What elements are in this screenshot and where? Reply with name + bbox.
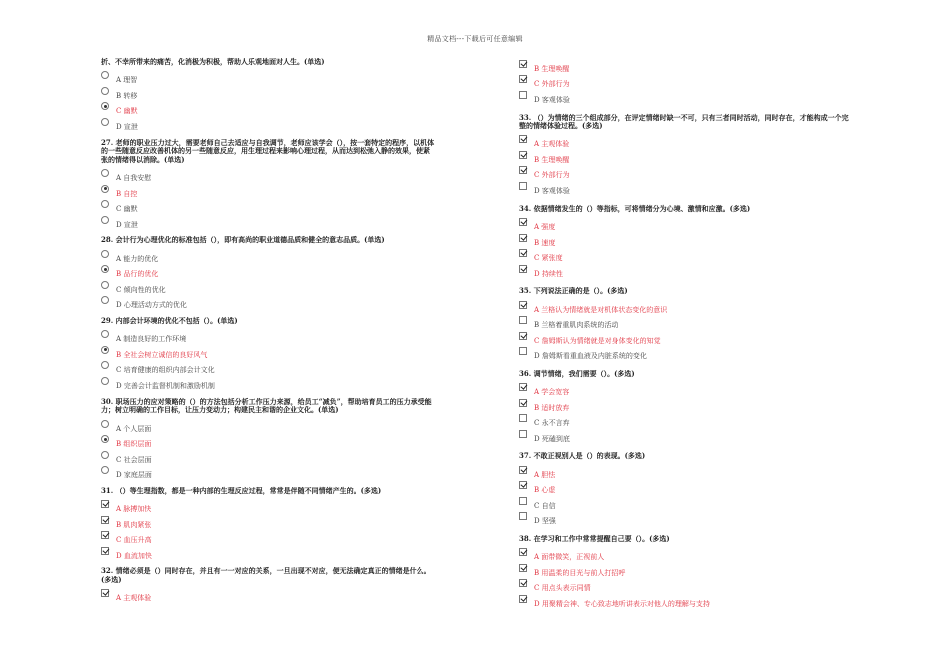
option-label: C 外部行为	[534, 171, 570, 180]
answer-option[interactable]	[101, 514, 436, 530]
question-block	[519, 114, 854, 196]
answer-option[interactable]	[519, 412, 854, 428]
checkbox[interactable]	[519, 414, 527, 422]
radio-button[interactable]	[101, 377, 109, 385]
answer-option[interactable]	[519, 165, 854, 181]
checkbox[interactable]	[519, 218, 527, 226]
option-label: B 肌肉紧张	[116, 520, 152, 529]
option-label: B 生理唤醒	[534, 155, 570, 164]
answer-option[interactable]	[519, 480, 854, 496]
answer-option[interactable]	[519, 58, 854, 74]
option-label: C 自信	[534, 501, 556, 510]
option-label: A 自我安慰	[116, 174, 152, 183]
option-label: D 完善会计监督机制和激励机制	[116, 381, 215, 390]
question-block	[101, 139, 436, 230]
answer-option[interactable]	[519, 314, 854, 330]
option-label: B 兰格着重肌肉系统的活动	[534, 321, 619, 330]
question-text: 38. 在学习和工作中常常提醒自己要（）。(多选)	[519, 534, 670, 544]
checkbox[interactable]	[519, 497, 527, 505]
option-label: A 强度	[534, 223, 556, 232]
left-column	[101, 58, 436, 603]
answer-option[interactable]	[519, 216, 854, 232]
right-column	[519, 58, 854, 609]
answer-option[interactable]	[519, 263, 854, 279]
answer-option[interactable]	[101, 279, 436, 295]
radio-button[interactable]	[101, 451, 109, 459]
answer-option[interactable]	[519, 562, 854, 578]
option-label: A 个人层面	[116, 424, 152, 433]
option-label: B 心虚	[534, 486, 556, 495]
option-label: D 用聚精会神、专心致志地听讲表示对他人的理解与支持	[534, 599, 710, 608]
checkbox[interactable]	[519, 60, 527, 68]
checkbox[interactable]	[519, 166, 527, 174]
answer-option[interactable]	[101, 433, 436, 449]
question-block	[519, 535, 854, 609]
option-label: B 生理唤醒	[534, 64, 570, 73]
checkbox[interactable]	[519, 579, 527, 587]
option-label: C 倾向性的优化	[116, 285, 166, 294]
answer-option[interactable]	[101, 449, 436, 465]
checkbox[interactable]	[101, 516, 109, 524]
question-block	[101, 317, 436, 391]
checkbox[interactable]	[519, 399, 527, 407]
answer-option[interactable]	[101, 214, 436, 230]
checkbox[interactable]	[101, 547, 109, 555]
option-label: A 制造良好的工作环境	[116, 335, 187, 344]
radio-button[interactable]	[101, 185, 109, 193]
option-label: C 幽默	[116, 205, 138, 214]
option-label: D 持续性	[534, 269, 563, 278]
answer-option[interactable]	[101, 294, 436, 310]
radio-button[interactable]	[101, 466, 109, 474]
radio-button[interactable]	[101, 87, 109, 95]
option-label: B 速度	[534, 238, 556, 247]
question-block	[101, 567, 436, 603]
option-label: B 组织层面	[116, 440, 152, 448]
option-label: D 宣泄	[116, 122, 138, 131]
checkbox[interactable]	[519, 182, 527, 190]
checkbox[interactable]	[101, 500, 109, 508]
option-label: C 血压升高	[116, 536, 152, 545]
radio-button[interactable]	[101, 361, 109, 369]
question-text: 28. 会计行为心理优化的标准包括（），即有高尚的职业道德品质和健全的意志品质。(单选)	[101, 235, 385, 245]
answer-option[interactable]	[519, 381, 854, 397]
question-text: 32. 情绪必须是（）同时存在，并且有一一对应的关系，一旦出现不对应，便无法确定真正的情绪是什么。(多选)	[101, 566, 431, 584]
answer-option[interactable]	[519, 464, 854, 480]
option-label: B 用温柔的目光与前人打招呼	[534, 568, 626, 577]
checkbox[interactable]	[519, 301, 527, 309]
radio-button[interactable]	[101, 169, 109, 177]
option-label: C 紧张度	[534, 254, 563, 263]
question-block	[101, 58, 436, 132]
checkbox[interactable]	[519, 512, 527, 520]
question-text: 34. 依据情绪发生的（）等指标，可将情绪分为心境、激情和应激。(多选)	[519, 203, 751, 213]
question-block	[101, 398, 436, 480]
checkbox[interactable]	[519, 234, 527, 242]
radio-button[interactable]	[101, 250, 109, 258]
question-block	[519, 287, 854, 361]
answer-option[interactable]	[101, 116, 436, 132]
answer-option[interactable]	[519, 299, 854, 315]
option-label: D 客观体验	[534, 95, 570, 104]
answer-option[interactable]	[519, 345, 854, 361]
answer-option[interactable]	[101, 167, 436, 183]
answer-option[interactable]	[519, 149, 854, 165]
answer-option[interactable]	[101, 248, 436, 264]
answer-option[interactable]	[101, 464, 436, 480]
question-text: 37. 不敢正视别人是（）的表现。(多选)	[519, 451, 646, 461]
option-label: B 品行的优化	[116, 270, 159, 279]
checkbox[interactable]	[519, 135, 527, 143]
checkbox[interactable]	[519, 383, 527, 391]
radio-button[interactable]	[101, 265, 109, 273]
checkbox[interactable]	[519, 75, 527, 83]
answer-option[interactable]	[101, 375, 436, 391]
answer-option[interactable]	[519, 495, 854, 511]
answer-option[interactable]	[101, 198, 436, 214]
option-label: A 兰格认为情绪就是对机体状态变化的意识	[534, 305, 668, 314]
question-text: 33. （）为情绪的三个组成部分，在评定情绪时缺一不可，只有三者同时活动，同时存在，才能构成一个完整的情绪体验过程。(多选)	[519, 112, 849, 131]
answer-option[interactable]	[101, 498, 436, 514]
option-label: C 外部行为	[534, 80, 570, 89]
checkbox[interactable]	[519, 595, 527, 603]
radio-button[interactable]	[101, 71, 109, 79]
option-label: C 幽默	[116, 107, 138, 116]
option-label: D 宣泄	[116, 220, 138, 229]
answer-option[interactable]	[519, 511, 854, 527]
question-text: 30. 职场压力的应对策略的（）的方法包括分析工作压力来源，给员工“减负”，帮助培育员工的压力承受能力；树立明确的工作目标，让压力变动力；构建民主和谐的企业文化。(单选)	[101, 396, 432, 415]
option-label: A 脉搏加快	[116, 505, 152, 514]
answer-option[interactable]	[101, 418, 436, 434]
option-label: A 主观体验	[534, 140, 570, 149]
option-label: D 坚强	[534, 517, 556, 526]
option-label: B 自控	[116, 189, 138, 198]
question-block	[519, 452, 854, 526]
radio-button[interactable]	[101, 118, 109, 126]
answer-option[interactable]	[101, 101, 436, 117]
answer-option[interactable]	[519, 180, 854, 196]
answer-option[interactable]	[519, 593, 854, 609]
option-label: D 心理活动方式的优化	[116, 301, 187, 310]
radio-button[interactable]	[101, 330, 109, 338]
answer-option[interactable]	[101, 329, 436, 345]
radio-button[interactable]	[101, 102, 109, 110]
answer-option[interactable]	[101, 545, 436, 561]
radio-button[interactable]	[101, 435, 109, 443]
answer-option[interactable]	[101, 360, 436, 376]
option-label: A 面带微笑，正视前人	[534, 553, 605, 562]
option-label: C 詹姆斯认为情绪就是对身体变化的知觉	[534, 336, 661, 345]
answer-option[interactable]	[101, 588, 436, 604]
option-label: A 理智	[116, 76, 138, 85]
answer-option[interactable]	[519, 397, 854, 413]
option-label: C 用点头表示同情	[534, 584, 591, 593]
question-block	[519, 58, 854, 105]
option-label: C 培育健康的组织内部会计文化	[116, 366, 215, 375]
option-label: A 能力的优化	[116, 254, 159, 263]
answer-option[interactable]	[519, 547, 854, 563]
option-label: D 詹姆斯看重血液及内脏系统的变化	[534, 352, 647, 361]
question-text: 折、不幸所带来的痛苦，化消极为积极，帮助人乐观地面对人生。(单选)	[101, 57, 325, 66]
answer-option[interactable]	[519, 74, 854, 90]
checkbox[interactable]	[519, 430, 527, 438]
answer-option[interactable]	[101, 183, 436, 199]
radio-button[interactable]	[101, 281, 109, 289]
option-label: B 适时放弃	[534, 403, 570, 412]
answer-option[interactable]	[101, 529, 436, 545]
radio-button[interactable]	[101, 216, 109, 224]
answer-option[interactable]	[519, 247, 854, 263]
checkbox[interactable]	[101, 531, 109, 539]
radio-button[interactable]	[101, 346, 109, 354]
checkbox[interactable]	[519, 548, 527, 556]
answer-option[interactable]	[519, 232, 854, 248]
option-label: D 死磕到底	[534, 434, 570, 443]
checkbox[interactable]	[519, 91, 527, 99]
option-label: A 胆怯	[534, 470, 556, 479]
answer-option[interactable]	[519, 330, 854, 346]
checkbox[interactable]	[519, 466, 527, 474]
radio-button[interactable]	[101, 420, 109, 428]
answer-option[interactable]	[101, 85, 436, 101]
option-label: B 全社会树立诚信的良好风气	[116, 350, 208, 359]
checkbox[interactable]	[519, 564, 527, 572]
question-text: 29. 内部会计环境的优化不包括（）。(单选)	[101, 315, 238, 325]
checkbox[interactable]	[519, 481, 527, 489]
answer-option[interactable]	[519, 578, 854, 594]
option-label: D 客观体验	[534, 186, 570, 195]
option-label: D 血流加快	[116, 551, 152, 560]
answer-option[interactable]	[101, 70, 436, 86]
option-label: A 主观体验	[116, 594, 152, 603]
checkbox[interactable]	[519, 332, 527, 340]
option-label: C 社会层面	[116, 455, 152, 464]
option-label: C 永不言弃	[534, 419, 570, 428]
checkbox[interactable]	[519, 265, 527, 273]
checkbox[interactable]	[101, 589, 109, 597]
option-label: A 学会宽容	[534, 388, 570, 397]
question-text: 31. （）等生理指数，都是一种内部的生理反应过程，常常是伴随不同情绪产生的。(多选)	[101, 485, 382, 495]
question-block	[101, 487, 436, 561]
checkbox[interactable]	[519, 151, 527, 159]
checkbox[interactable]	[519, 316, 527, 324]
checkbox[interactable]	[519, 347, 527, 355]
question-block	[519, 370, 854, 444]
question-text: 36. 调节情绪，我们需要（）。(多选)	[519, 368, 635, 378]
radio-button[interactable]	[101, 296, 109, 304]
option-label: D 家庭层面	[116, 471, 152, 479]
option-label: B 转移	[116, 91, 138, 100]
page-header: 精品文档---下载后可任意编辑	[427, 35, 523, 43]
question-text: 35. 下列说法正确的是（）。(多选)	[519, 286, 628, 296]
answer-option[interactable]	[101, 344, 436, 360]
checkbox[interactable]	[519, 249, 527, 257]
question-block	[519, 205, 854, 279]
answer-option[interactable]	[519, 89, 854, 105]
answer-option[interactable]	[519, 428, 854, 444]
question-block	[101, 236, 436, 310]
radio-button[interactable]	[101, 200, 109, 208]
answer-option[interactable]	[519, 134, 854, 150]
answer-option[interactable]	[101, 263, 436, 279]
question-text: 27. 老师的职业压力过大，需要老师自己去适应与自我调节，老师应该学会（），按一套特定的程序，以机体的一些随意反应改善机体的另一些随意反应，用生理过程来影响心理过程，从而达到松弛入静的效果，使紧张的情绪得以消除。(单选)	[101, 137, 435, 164]
